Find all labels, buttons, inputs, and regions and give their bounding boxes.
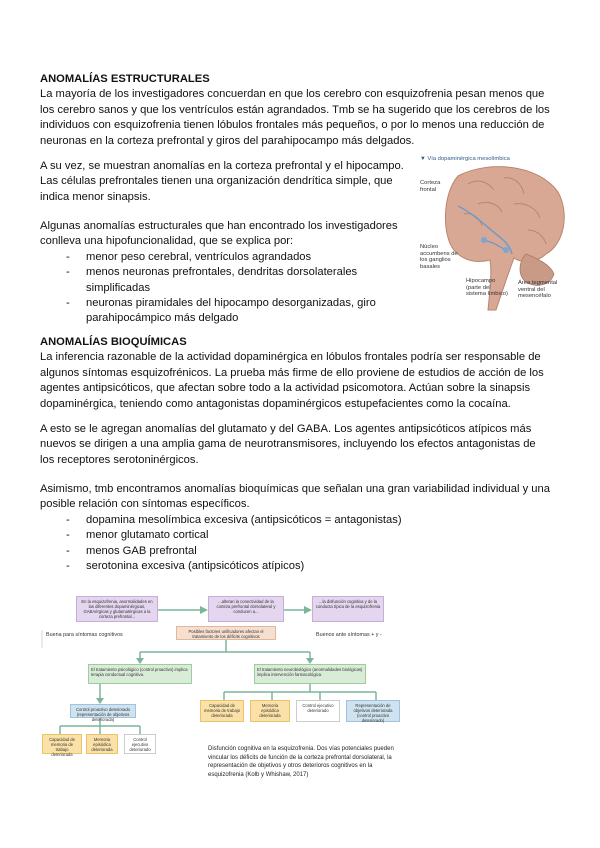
brain-figure <box>418 154 568 314</box>
section-biochemical <box>40 335 552 412</box>
diagram-right-outcome-1: Capacidad de memoria de trabajo deteriorada <box>200 700 244 722</box>
section-biochemical-2 <box>40 422 552 468</box>
heading-structural: ANOMALÍAS ESTRUCTURALES <box>40 73 210 85</box>
label-nucleus: Núcleo accumbens de los ganglios basales <box>420 244 458 270</box>
label-vta: Área tegmental ventral del mesencéfalo <box>518 280 558 300</box>
section-structural <box>40 72 552 149</box>
list-item: - neuronas piramidales del hipocampo desorganizadas, giro parahipocámpico más delgado <box>66 297 376 325</box>
diagram-right-outcome-4: Representación de objetivos deteriorada (control proactivo deteriorado) <box>346 700 400 722</box>
label-cortex: Corteza frontal <box>420 180 441 193</box>
list-item: - dopamina mesolímbica excesiva (antipsicóticos = antagonistas) <box>66 513 402 526</box>
diagram-left-outcome-1: Capacidad de memoria de trabajo deteriorada <box>42 734 82 754</box>
list-item: - menor glutamato cortical <box>66 529 209 542</box>
paragraph-structural-1: La mayoría de los investigadores concuerdan en que los cerebro con esquizofrenia pesan menos que los cerebro sanos y que los ventrículos están agrandados. Tmb se ha sugerido que los cerebros de los individuos con esquizofrenia tienen lóbulos frontales más pequeños, o por lo menos una reducción de neuronas en la corteza prefrontal y giros del parahipocampo más delgados. <box>40 88 550 147</box>
paragraph-structural-3: Algunas anomalías estructurales que han encontrado los investigadores conlleva una hipofuncionalidad, que se explica por: <box>40 220 398 248</box>
paragraph-biochemical-1: La inferencia razonable de la actividad dopaminérgica en lóbulos frontales podría ser responsable de algunos síntomas esquizofrénicos. La prueba más firme de ello proviene de estudios de acción de los agentes antipsicóticos, que afectan sobre todo a la actividad psicomotora. Actúan sobre la sinapsis dopaminérgica, teniendo como antagonistas dopaminérgicos estupefacientes como la cocaína. <box>40 351 544 410</box>
diagram-right-outcome-3: Control ejecutivo deteriorado <box>296 700 340 722</box>
diagram-left-label: Buena para síntomas cognitivos <box>46 632 123 638</box>
label-hippocampus: Hipocampo (parte del sistema límbico) <box>466 278 508 298</box>
diagram-left-outcome-2: Memoria episódica deteriorada <box>86 734 118 754</box>
section-biochemical-3 <box>40 482 552 574</box>
diagram-top-box-2: ...alteran la conectividad de la corteza prefrontal dorsolateral y conducen a... <box>208 596 284 622</box>
list-item: - menor peso cerebral, ventrículos agrandados <box>66 250 312 263</box>
biochemical-list <box>40 513 552 575</box>
diagram-neuro-box: El tratamiento neurobiológico (anormalidades biológicas) implica intervención farmacológica. <box>254 664 366 684</box>
diagram-right-outcome-2: Memoria episódica deteriorada <box>250 700 290 722</box>
list-item: - menos neuronas prefrontales, dendritas dorsolaterales simplificadas <box>66 266 358 294</box>
paragraph-biochemical-3: Asimismo, tmb encontramos anomalías bioquímicas que señalan una gran variabilidad individual y una posible relación con síntomas específicos. <box>40 483 550 511</box>
structural-list <box>40 250 410 327</box>
list-item: - menos GAB prefrontal <box>66 544 197 557</box>
diagram-top-box-1: En la esquizofrenia, anormalidades en las diferentes dopaminérgicas, GABAérgicas y glutamatérgicas a la corteza prefrontal... <box>76 596 158 622</box>
diagram-top-box-3: ...la disfunción cognitiva y de la conducta típica de la esquizofrenia <box>312 596 384 622</box>
brain-figure-title: ▼ Vía dopaminérgica mesolímbica <box>420 156 510 162</box>
section-structural-3 <box>40 219 410 327</box>
diagram-psych-box: El tratamiento psicológico (control proactivo) implica terapia conductual cognitiva. <box>88 664 192 684</box>
heading-biochemical: ANOMALÍAS BIOQUÍMICAS <box>40 336 187 348</box>
paragraph-structural-2: A su vez, se muestran anomalías en la corteza prefrontal y el hipocampo. Las células prefrontales tienen una organización dendrítica simple, que indica menor sinapsis. <box>40 160 404 203</box>
diagram-left-outcome-3: Control ejecutivo deteriorado <box>124 734 156 754</box>
section-structural-2 <box>40 159 410 205</box>
diagram-center-box: Posibles factores unificadores afectan el tratamiento de los déficits cognitivos <box>176 626 276 640</box>
paragraph-biochemical-2: A esto se le agregan anomalías del glutamato y del GABA. Los agentes antipsicóticos atípicos más nuevos se dirigen a una amplia gama de neurotransmisores, incluyendo los efectos antagonistas de los receptores serotoninérgicos. <box>40 423 536 466</box>
figure-caption: Disfunción cognitiva en la esquizofrenia. Dos vías potenciales pueden vincular los déficits de función de la corteza prefrontal dorsolateral, la representación de objetivos y otros deterioros cognitivos en la esquizofrenia (Kolb y Whishaw, 2017) <box>208 746 394 778</box>
diagram-right-label: Buenos ante síntomas + y - <box>316 632 382 638</box>
list-item: - serotonina excesiva (antipsicóticos atípicos) <box>66 560 305 573</box>
diagram-proactive-box: Control proactivo deteriorado (representación de objetivos deteriorada) <box>70 704 136 718</box>
